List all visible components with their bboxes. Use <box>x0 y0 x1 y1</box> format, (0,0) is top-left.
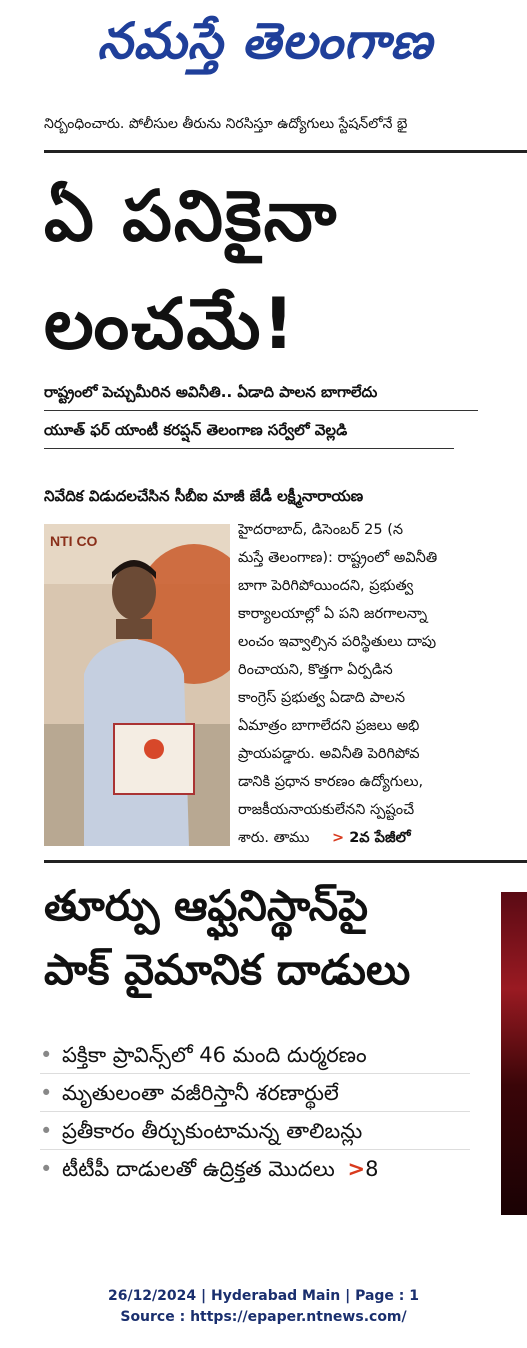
bullet-text: పక్తికా ప్రావిన్స్‌లో 46 మంది దుర్మరణం <box>62 1043 367 1067</box>
lead-headline-line2: లంచమే! <box>44 283 297 365</box>
second-headline-line1: తూర్పు ఆఫ్ఘనిస్థాన్‌పై <box>44 881 368 930</box>
bullet-text: టీటీపీ దాడులతో ఉద్రిక్తత మొదలు <box>62 1157 335 1181</box>
bullet-icon: • <box>40 1157 53 1181</box>
bullet-text: మృతులంతా వజీరిస్తానీ శరణార్థులే <box>62 1081 339 1105</box>
chevron-right-icon: > <box>332 830 345 846</box>
chevron-right-icon: > <box>347 1157 366 1181</box>
bullet-icon: • <box>40 1081 53 1105</box>
story-line: డానికి ప్రధాన కారణం ఉద్యోగులు, <box>238 774 424 790</box>
lead-photo <box>44 524 230 846</box>
subhead-rule <box>44 448 454 449</box>
subhead-1: రాష్ట్రంలో పెచ్చుమీరిన అవినీతి.. ఏడాది పాలన బాగాలేదు <box>44 383 378 401</box>
subhead-2: యూత్ ఫర్ యాంటీ కరప్షన్ తెలంగాణ సర్వేలో వెల్లడి <box>44 421 348 439</box>
page-reference-link[interactable] <box>347 1157 378 1181</box>
side-photo <box>501 892 527 1215</box>
story-line: రాజకీయనాయకులేనని స్పష్టంచే <box>238 802 415 818</box>
second-headline-line2: పాక్ వైమానిక దాడులు <box>44 945 411 994</box>
list-item <box>40 1076 500 1114</box>
lead-headline <box>44 162 514 378</box>
footer-date-line: 26/12/2024 | Hyderabad Main | Page : 1 <box>107 1288 420 1304</box>
list-item <box>40 1114 500 1152</box>
continued-label: 2వ పేజీలో <box>349 830 411 846</box>
story-line: మస్తే తెలంగాణ): రాష్ట్రంలో అవినీతి <box>238 550 438 566</box>
bullet-text: ప్రతీకారం తీర్చుకుంటామన్న తాలిబన్లు <box>62 1119 363 1143</box>
story-line: కాంగ్రెస్ ప్రభుత్వ ఏడాది పాలన <box>238 690 406 706</box>
bullet-list <box>40 1038 500 1190</box>
subhead-3: నివేదిక విడుదలచేసిన సీబీఐ మాజీ జేడీ లక్ష్మీనారాయణ <box>44 487 364 505</box>
divider <box>40 1149 470 1150</box>
masthead <box>0 0 527 82</box>
masthead-title: నమస్తే తెలంగాణ <box>97 12 433 70</box>
subhead-rule <box>44 410 478 411</box>
ticker-text: నిర్బంధించారు. పోలీసుల తీరును నిరసిస్తూ ఉద్యోగులు స్టేషన్‌లోనే భై <box>44 116 408 132</box>
story-line: లంచం ఇవ్వాల్సిన పరిస్థితులు దాపు <box>238 634 437 650</box>
photo-backdrop-text: NTI CO <box>50 533 98 549</box>
lead-headline-line1: ఏ పనికైనా <box>44 175 339 257</box>
continued-link[interactable] <box>332 830 411 846</box>
list-item <box>40 1152 500 1190</box>
story-last-line <box>238 824 520 852</box>
list-item <box>40 1038 500 1076</box>
divider <box>40 1111 470 1112</box>
story-line: కార్యాలయాల్లో ఏ పని జరగాలన్నా <box>238 606 428 622</box>
divider <box>40 1073 470 1074</box>
divider <box>44 860 527 863</box>
second-headline <box>44 874 504 1002</box>
lead-story <box>238 516 520 852</box>
story-line: ఏమాత్రం బాగాలేదని ప్రజలు అభి <box>238 718 420 734</box>
bullet-icon: • <box>40 1119 53 1143</box>
footer-source-line: Source : https://epaper.ntnews.com/ <box>120 1309 407 1325</box>
person-photo-icon <box>44 524 230 846</box>
story-line: ప్రాయపడ్డారు. అవినీతి పెరిగిపోవ <box>238 746 420 762</box>
story-line: శారు. తాము <box>238 830 310 846</box>
footer <box>0 1286 527 1328</box>
story-line: బాగా పెరిగిపోయిందని, ప్రభుత్వ <box>238 578 414 594</box>
story-line: హైదరాబాద్, డిసెంబర్ 25 (న <box>238 522 404 538</box>
divider <box>44 150 527 153</box>
bullet-icon: • <box>40 1043 53 1067</box>
story-line: రించాయని, కొత్తగా ఏర్పడిన <box>238 662 393 678</box>
page-reference: 8 <box>365 1157 379 1181</box>
